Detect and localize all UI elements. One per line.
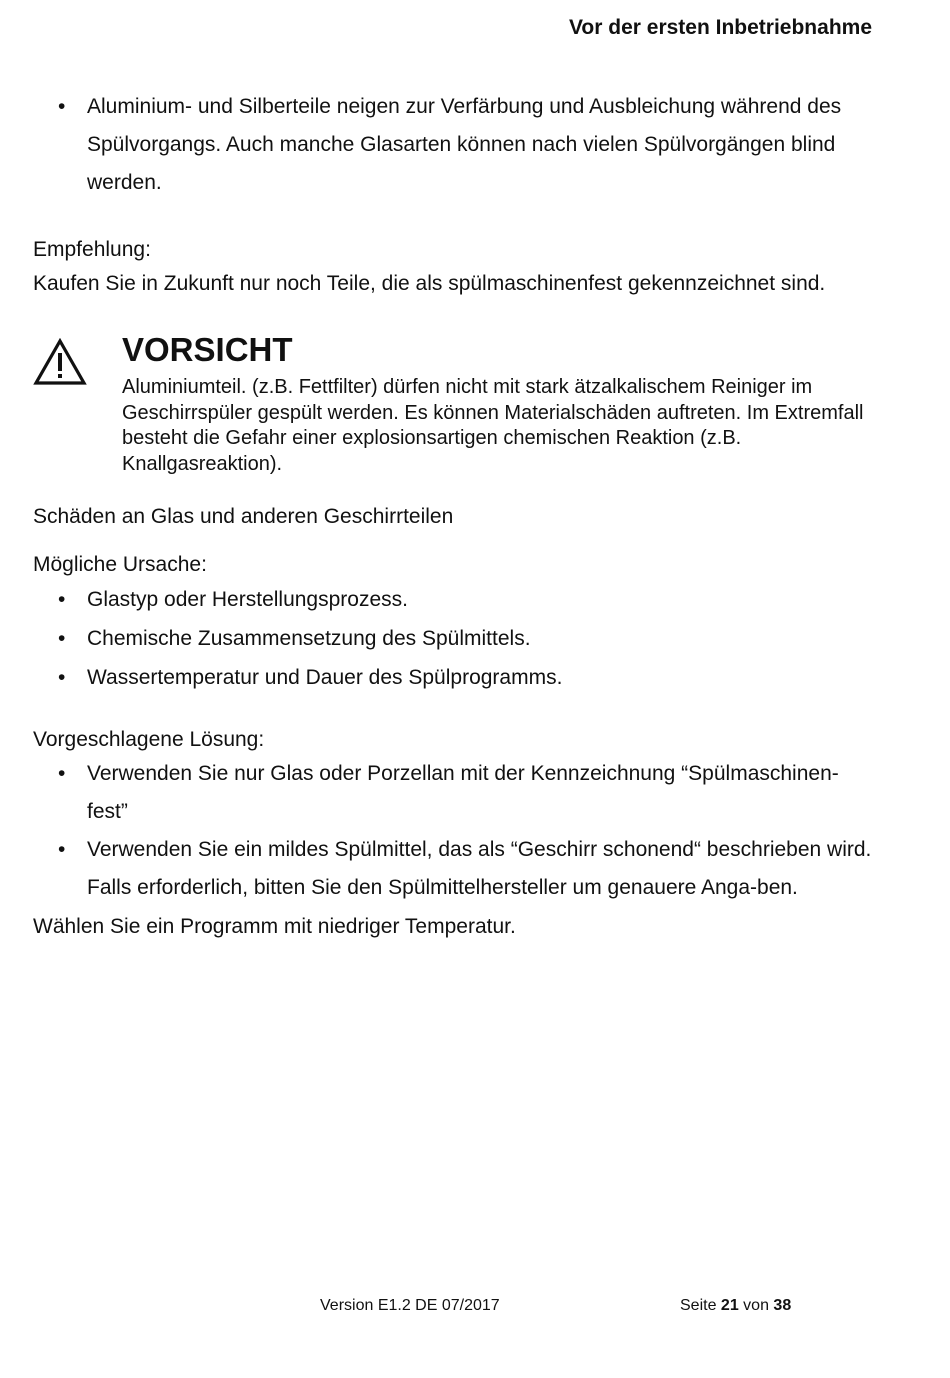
list-item: • Chemische Zusammensetzung des Spülmittels. bbox=[33, 619, 878, 658]
warning-box bbox=[33, 330, 878, 484]
warning-triangle-icon bbox=[33, 338, 87, 386]
list-item: • Verwenden Sie ein mildes Spülmittel, das als “Geschirr schonend“ beschrieben wird. Falls erforderlich, bitten Sie den Spülmittelhersteller um genauere Anga-ben. bbox=[33, 831, 878, 907]
warning-title: VORSICHT bbox=[122, 331, 293, 368]
page-prefix: Seite bbox=[680, 1297, 717, 1314]
version-label: Version E1.2 DE 07/2017 bbox=[320, 1297, 500, 1314]
page-number bbox=[680, 1297, 791, 1315]
page-total: 38 bbox=[773, 1297, 792, 1314]
cause-label: Mögliche Ursache: bbox=[33, 553, 207, 576]
list-item: • Aluminium- und Silberteile neigen zur Verfärbung und Ausbleichung während des Spülvorgangs. Auch manche Glasarten können nach vielen Spülvorgängen blind werden. bbox=[33, 88, 878, 202]
final-advice: Wählen Sie ein Programm mit niedriger Temperatur. bbox=[33, 915, 516, 938]
cause-list bbox=[33, 580, 878, 697]
list-item: • Glastyp oder Herstellungsprozess. bbox=[33, 580, 878, 619]
list-item: • Wassertemperatur und Dauer des Spülprogramms. bbox=[33, 658, 878, 697]
intro-bullet-list bbox=[33, 88, 878, 202]
page-of: von bbox=[743, 1297, 769, 1314]
solution-list bbox=[33, 755, 878, 907]
list-item: • Verwenden Sie nur Glas oder Porzellan mit der Kennzeichnung “Spülmaschinen-fest” bbox=[33, 755, 878, 831]
recommendation-text: Kaufen Sie in Zukunft nur noch Teile, die als spülmaschinenfest gekennzeichnet sind. bbox=[33, 272, 826, 295]
warning-body: Aluminiumteil. (z.B. Fettfilter) dürfen nicht mit stark ätzalkalischem Reiniger im Geschirrspüler gespült werden. Es können Materialschäden auftreten. Im Extremfall besteht die Gefahr einer explosionsartigen chemischen Reaktion (z.B. Knallgasreaktion). bbox=[122, 376, 864, 475]
page-header-title: Vor der ersten Inbetriebnahme bbox=[568, 16, 872, 39]
page-content bbox=[33, 88, 878, 945]
solution-label: Vorgeschlagene Lösung: bbox=[33, 728, 265, 751]
damage-section-title: Schäden an Glas und anderen Geschirrteilen bbox=[33, 505, 454, 528]
recommendation-label: Empfehlung: bbox=[33, 238, 151, 261]
page-current: 21 bbox=[720, 1297, 739, 1314]
